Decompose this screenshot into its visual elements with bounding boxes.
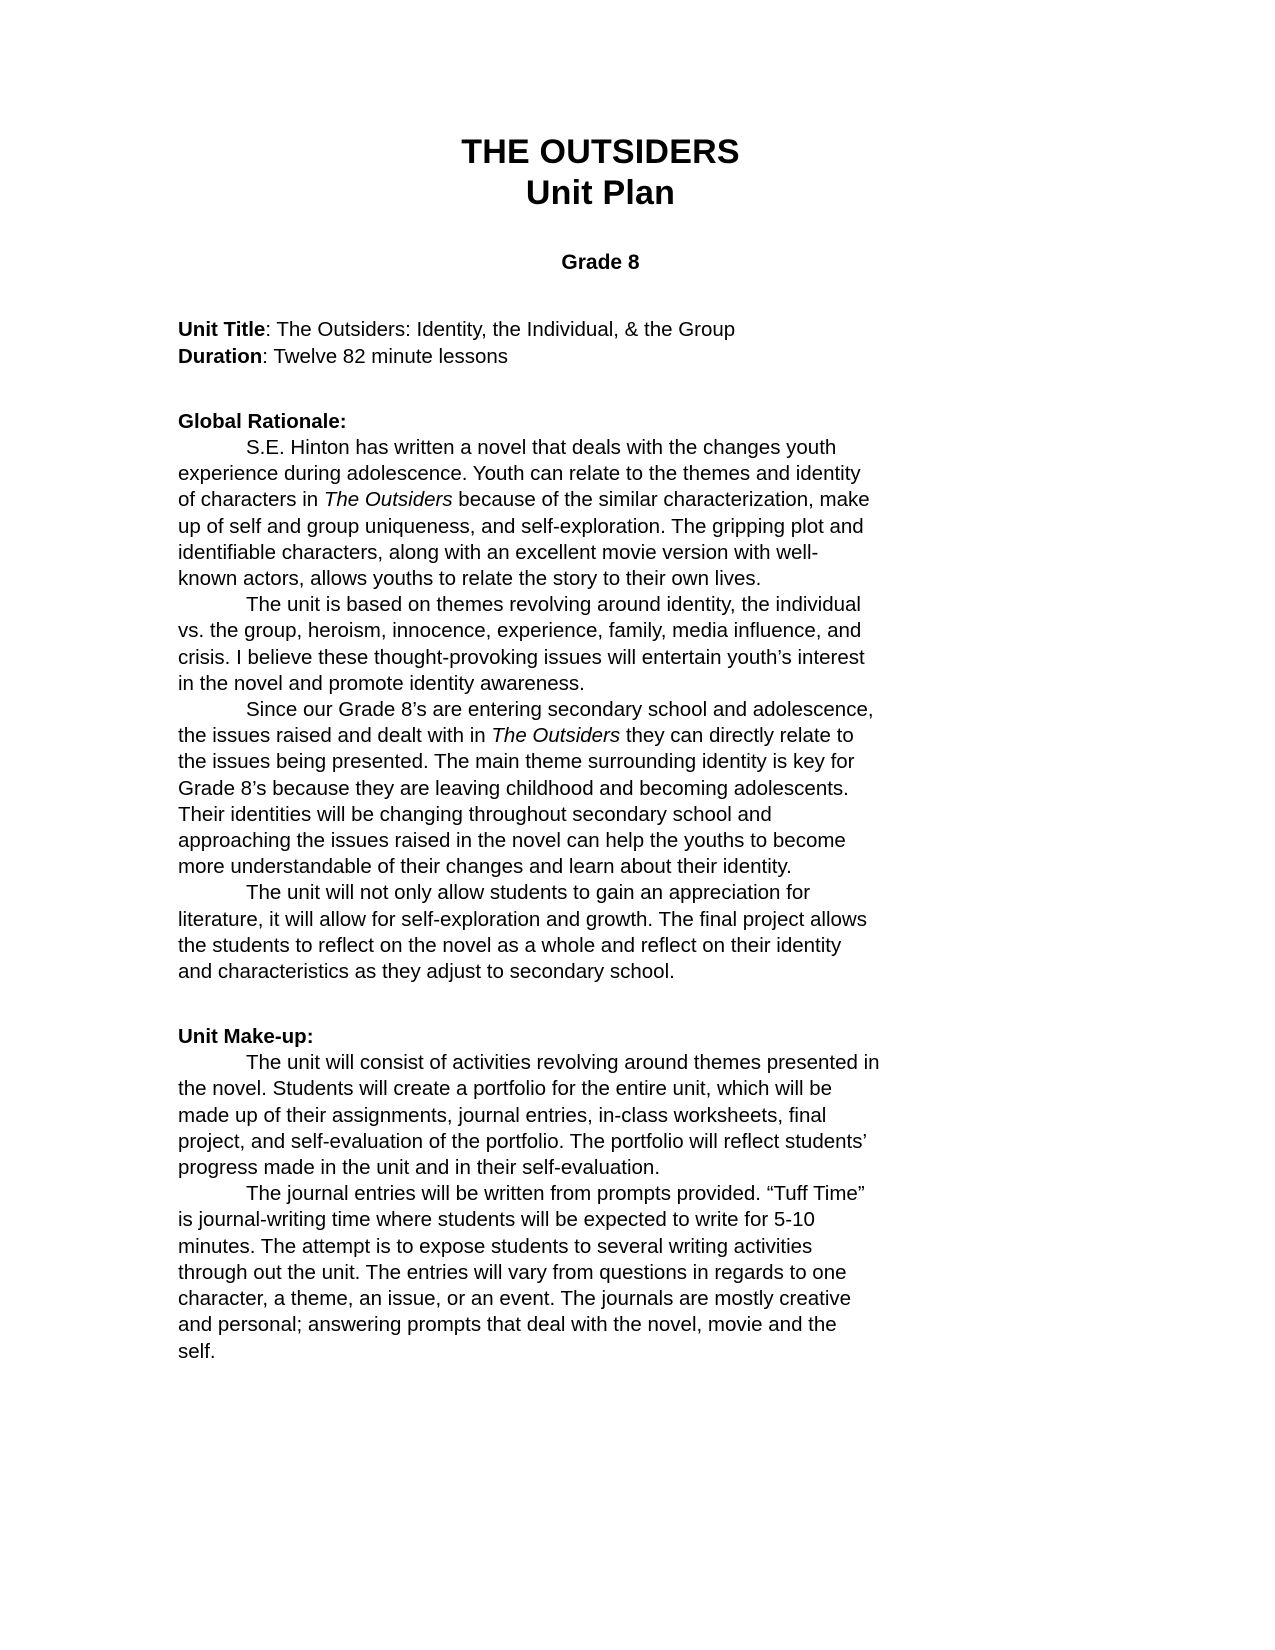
duration-value: Twelve 82 minute lessons [273, 345, 509, 368]
paragraph [178, 1050, 1023, 1181]
unit-title-value: The Outsiders: Identity, the Individual, & the Group [276, 318, 736, 341]
paragraph-line [178, 723, 1023, 749]
unit-title-row [178, 316, 1023, 343]
paragraph-line: minutes. The attempt is to expose students to several writing activities [178, 1234, 813, 1258]
paragraph-line: The journal entries will be written from prompts provided. “Tuff Time” [246, 1182, 865, 1206]
paragraph-line: through out the unit. The entries will vary from questions in regards to one [178, 1260, 847, 1284]
paragraph-line: The unit will consist of activities revolving around themes presented in [246, 1051, 880, 1075]
section-heading: Global Rationale: [178, 410, 347, 433]
paragraph-line: more understandable of their changes and learn about their identity. [178, 855, 792, 879]
paragraph [178, 880, 1023, 985]
section-global-rationale [178, 408, 1023, 985]
grade-subtitle: Grade 8 [561, 251, 640, 274]
paragraph-line: the students to reflect on the novel as a whole and reflect on their identity [178, 933, 842, 957]
paragraph-line: the novel. Students will create a portfolio for the entire unit, which will be [178, 1077, 833, 1101]
page-title [178, 132, 1023, 214]
duration-row [178, 343, 1023, 370]
paragraph-line: and personal; answering prompts that deal with the novel, movie and the [178, 1313, 837, 1337]
paragraph [178, 697, 1023, 880]
book-title-italic: The Outsiders [323, 488, 453, 512]
book-title-italic: The Outsiders [491, 724, 621, 748]
paragraph [178, 435, 1023, 592]
paragraph-line: vs. the group, heroism, innocence, experience, family, media influence, and [178, 619, 862, 643]
paragraph-line: character, a theme, an issue, or an event. The journals are mostly creative [178, 1287, 852, 1311]
paragraph-line: up of self and group uniqueness, and self-exploration. The gripping plot and [178, 514, 864, 538]
paragraph-line: and characteristics as they adjust to secondary school. [178, 960, 675, 984]
paragraph-line: crisis. I believe these thought-provoking issues will entertain youth’s interest [178, 645, 865, 669]
paragraph [178, 1181, 1023, 1364]
paragraph-line: project, and self-evaluation of the portfolio. The portfolio will reflect students’ [178, 1129, 868, 1153]
paragraph-line: The unit is based on themes revolving around identity, the individual [246, 593, 861, 617]
paragraph [178, 592, 1023, 697]
paragraph-line: identifiable characters, along with an excellent movie version with well- [178, 540, 819, 564]
section-unit-makeup [178, 1023, 1023, 1364]
paragraph-line: made up of their assignments, journal entries, in-class worksheets, final [178, 1103, 827, 1127]
paragraph-line: experience during adolescence. Youth can relate to the themes and identity [178, 462, 861, 486]
paragraph-line [178, 487, 1023, 513]
unit-title-separator: : [265, 318, 277, 341]
duration-label: Duration [178, 345, 263, 368]
paragraph-line: Since our Grade 8’s are entering secondary school and adolescence, [246, 698, 874, 722]
paragraph-line: approaching the issues raised in the novel can help the youths to become [178, 829, 846, 853]
paragraph-line: known actors, allows youths to relate the story to their own lives. [178, 567, 762, 591]
paragraph-line: in the novel and promote identity awareness. [178, 671, 585, 695]
line-text-tail: because of the similar characterization, make [452, 488, 870, 512]
paragraph-line: literature, it will allow for self-exploration and growth. The final project allows [178, 907, 867, 931]
line-text: the issues raised and dealt with in [178, 724, 492, 748]
paragraph-line: is journal-writing time where students will be expected to write for 5-10 [178, 1208, 815, 1232]
paragraph-line: self. [178, 1339, 216, 1363]
title-line-2: Unit Plan [525, 174, 676, 212]
unit-title-label: Unit Title [178, 318, 266, 341]
section-heading: Unit Make-up: [178, 1025, 314, 1049]
paragraph-line: S.E. Hinton has written a novel that deals with the changes youth [246, 436, 837, 459]
line-text: of characters in [178, 488, 324, 512]
paragraph-line: the issues being presented. The main theme surrounding identity is key for [178, 750, 855, 774]
unit-metadata [178, 316, 1023, 370]
document-content [178, 132, 1023, 1365]
paragraph-line: progress made in the unit and in their self-evaluation. [178, 1156, 661, 1180]
line-text-tail: they can directly relate to [620, 724, 854, 748]
title-line-1: THE OUTSIDERS [461, 133, 740, 171]
paragraph-line: The unit will not only allow students to gain an appreciation for [246, 881, 811, 905]
duration-separator: : [262, 345, 274, 368]
paragraph-line: Their identities will be changing throughout secondary school and [178, 802, 772, 826]
paragraph-line: Grade 8’s because they are leaving childhood and becoming adolescents. [178, 776, 849, 800]
